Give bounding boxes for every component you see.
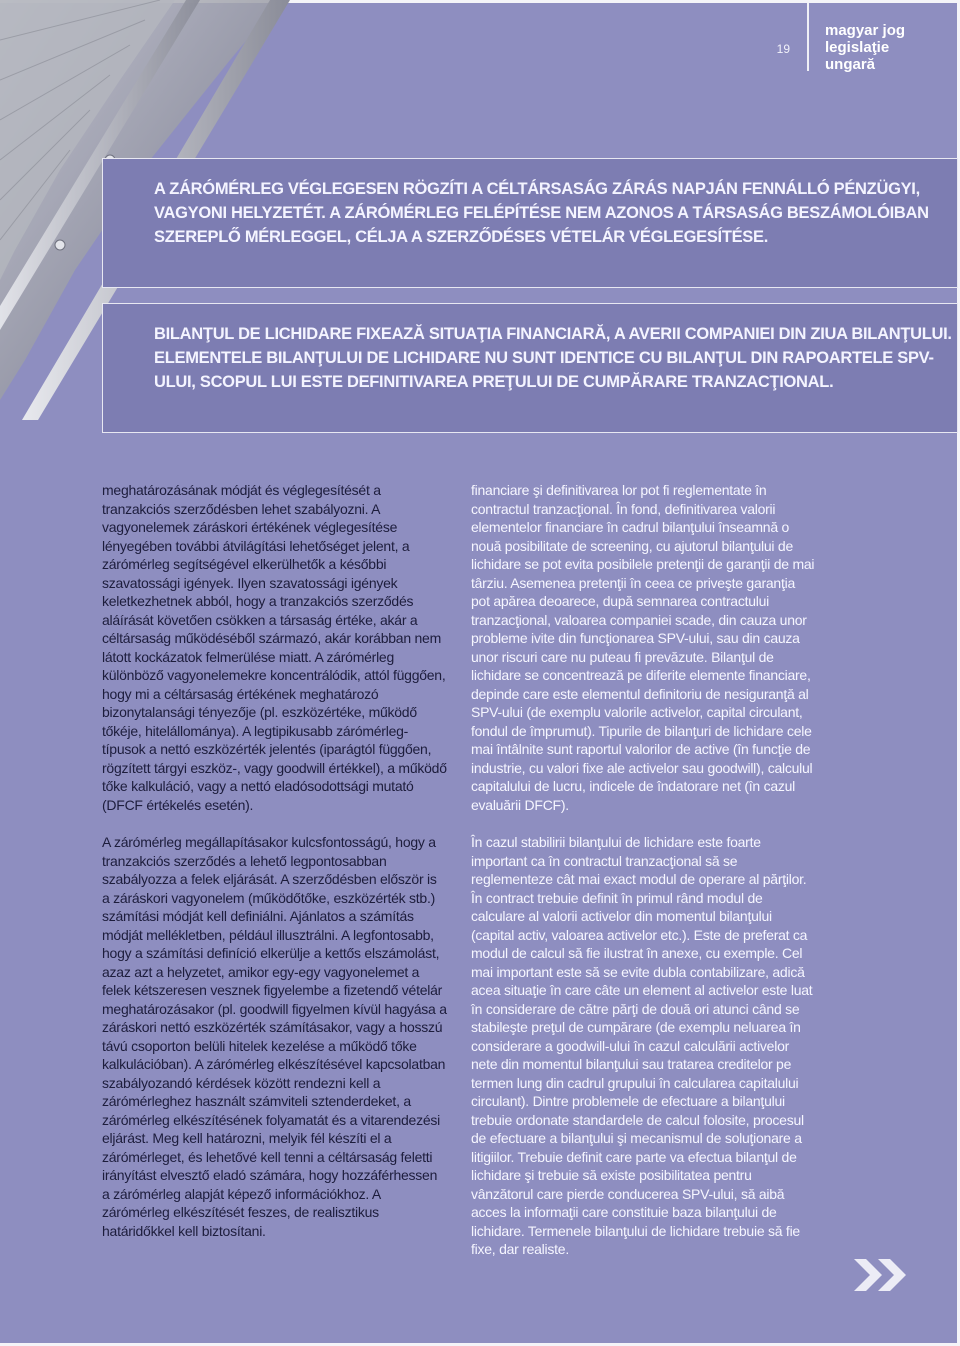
pull-quote-romanian-text: BILANŢUL DE LICHIDARE FIXEAZĂ SITUAŢIA FINANCIARĂ, A AVERII COMPANIEI DIN ZIUA BILANŢULUI. ELEMENTELE BILANŢULUI DE LICHIDARE NU SUNT IDENTICE CU BILANŢUL DIN RAPOARTELE SPV-ULUI, SCOPUL LUI ESTE DEFINITIVAREA PREŢULUI DE CUMPĂRARE TRANZACŢIONAL. — [154, 325, 952, 391]
romanian-paragraph: financiare şi definitivarea lor pot fi reglementate în contractul tranzacţional. În fond, definitivarea valorii elementelor financiare în cadrul bilanţului înseamnă o nouă posibilitate de screening, cu ajutorul bilanţului de lichidare se pot evita posibilele pretenţii de garanţii de mai târziu. Asemenea pretenţii în ceea ce priveşte garanţia pot apărea deoarece, după semnarea contractului tranzacţional, valoarea companiei scade, din cauza unor probleme ivite din funcţionarea SPV-ului, sau din cauza unor riscuri care nu puteau fi prevăzute. Bilanţul de lichidare se concentrează pe diferite elemente financiare, depinde care este elementul definitoriu de nesiguranţă al SPV-ului (de exemplu valorile activelor, capital circulant, fondul de împrumut). Tipurile de bilanţuri de lichidare cele mai întâlnite sunt raportul valorilor de active (în funcţie de industrie, cu valori fixe ale activelor sau goodwill), calculul capitalului de lucru, indicele de îndatorare net (în cazul evaluării DFCF). — [471, 482, 815, 813]
pull-quote-hungarian — [102, 158, 958, 288]
double-chevron-right-icon — [852, 1257, 912, 1293]
romanian-column — [471, 481, 816, 1278]
pull-quote-hungarian-text: A ZÁRÓMÉRLEG VÉGLEGESEN RÖGZÍTI A CÉLTÁRSASÁG ZÁRÁS NAPJÁN FENNÁLLÓ PÉNZÜGYI, VAGYONI HELYZETÉT. A ZÁRÓMÉRLEG FELÉPÍTÉSE NEM AZONOS A TÁRSASÁG BESZÁMOLÓIBAN SZEREPLŐ MÉRLEGGEL, CÉLJA A SZERZŐDÉSES VÉTELÁR VÉGLEGESÍTÉSE. — [154, 180, 929, 246]
journal-title — [825, 22, 905, 73]
pull-quote-romanian — [102, 303, 958, 433]
journal-title-line-ro-1: legislaţie — [825, 39, 890, 56]
hungarian-paragraph: meghatározásának módját és véglegesítését a tranzakciós szerződésben lehet szabályozni. A vagyonelemek záráskori értékének véglegesítése lényegében további átvilágítási lehetőséget jelent, a zárómérleg segítségével elkerülhetők a későbbi szavatossági igények. Ilyen szavatossági igények keletkezhetnek abból, hogy a tranzakciós szerződés aláírását követően csökken a társaság értéke, akár a céltársaság működéséből származó, akár korábban nem látott kockázatok felmerülése miatt. A zárómérleg különböző vagyonelemekre koncentrálódik, attól függően, hogy mi a céltársaság értékének meghatározó bizonytalansági tényezője (pl. eszközértéke, működő tőkéje, hitelállománya). A legtipikusabb zárómérleg-típusok a nettó eszközérték jelentés (iparágtól függően, rögzített tárgyi eszköz-, vagy goodwill értékkel), a működő tőke kalkuláció, vagy a nettó eladósodottsági mutató (DFCF értékelés esetén). — [102, 482, 447, 813]
journal-title-line-hu: magyar jog — [825, 22, 906, 39]
hungarian-paragraph: A zárómérleg megállapításakor kulcsfontosságú, hogy a tranzakciós szerződés a lehető legpontosabban szabályozza a felek eljárását. A szerződésben először is a záráskori vagyonelem (működőtőke, eszközérték stb.) számítási módját kell definiálni. Ajánlatos a számítás módját mellékletben, például illusztrálni. A legfontosabb, hogy a számítási definíció elkerülje a kettős elszámolást, azaz azt a helyzetet, amikor egy-egy vagyonelemet a felek kétszeresen vesznek figyelembe a fizetendő vételár meghatározásakor (pl. goodwill figyelmen kívül hagyása a záráskori nettó eszközérték számításakor, vagy a hosszú távú csoporton belüli hitelek kezelése a működő tőke kalkulációban). A zárómérleg elkészítésével kapcsolatban szabályozandó kérdések között rendezni kell a zárómérleghez használt számviteli sztenderdeket, a zárómérleg elkészítésének folyamatát és a vitarendezési eljárást. Meg kell határozni, melyik fél készíti el a zárómérleget, és lehetővé kell tenni a céltársaság feletti irányítást elvesztő eladó számára, hogy hozzáférhessen a zárómérleg alapját képező információkhoz. A zárómérleg elkészítését feszes, de realisztikus határidőkkel kell biztosítani. — [102, 834, 447, 1239]
page-number: 19 — [776, 42, 790, 56]
hungarian-column — [102, 481, 447, 1259]
romanian-paragraph: În cazul stabilirii bilanţului de lichidare este foarte important ca în contractul tranzacţional să se reglementeze cât mai exact modul de operare al părţilor. În contract trebuie definit în primul rând modul de calculare al valorii activelor din momentul bilanţului (capital activ, valoarea activelor etc.). Este de preferat ca modul de calcul să fie ilustrat în anexe, cu exemple. Cel mai important este să se evite dubla contabilizare, adică acea situaţie în care câte un element al activelor este luat în considerare de către părţi de două ori atunci când se stabileşte preţul de cumpărare (de exemplu neluarea în considerare a goodwill-ului în cazul calculării activelor nete din momentul bilanţului sau tratarea creditelor pe termen lung din cadrul grupului în calcularea capitalului circulant). Dintre problemele de efectuare a bilanţului trebuie ordonate standardele de calcul folosite, procesul de efectuare a bilanţului şi mecanismul de soluţionare a litigiilor. Trebuie definit care parte va efectua bilanţul de lichidare şi trebuie să existe posibilitatea pentru vânzătorul care pierde conducerea SPV-ului, să aibă acces la informaţii care constituie baza bilanţului de lichidare. Termenele bilanţului de lichidare trebuie să fie fixe, dar realiste. — [471, 834, 813, 1257]
header-divider — [807, 3, 809, 71]
journal-title-line-ro-2: ungară — [825, 56, 876, 73]
